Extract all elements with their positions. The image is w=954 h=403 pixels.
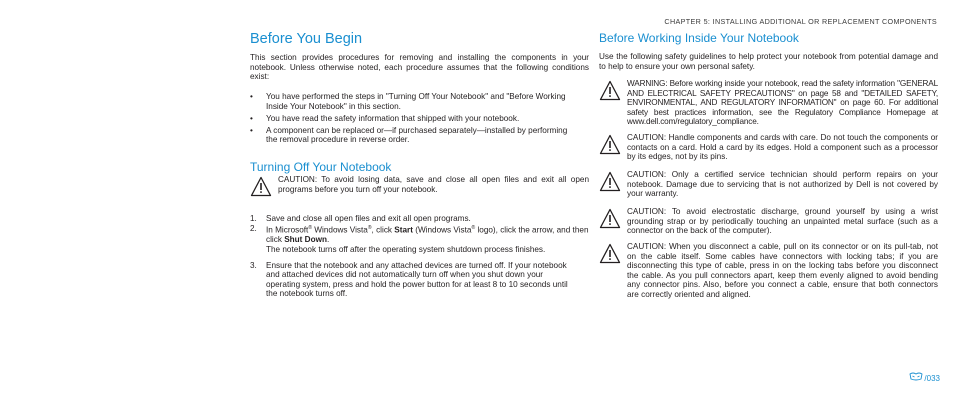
- list-item: • You have read the safety information that shipped with your notebook.: [250, 113, 520, 123]
- list-item: • You have performed the steps in "Turning Off Your Notebook" and "Before Working Inside Your Notebook" in this section.: [250, 92, 566, 111]
- warning-triangle-icon: [250, 176, 278, 198]
- section-heading-turning-off: Turning Off Your Notebook: [250, 160, 392, 174]
- step-item: 1. Save and close all open files and exit all open programs.: [250, 214, 471, 223]
- running-head: CHAPTER 5: INSTALLING ADDITIONAL OR REPLACEMENT COMPONENTS: [664, 17, 937, 26]
- caution-note: [250, 175, 589, 198]
- page-number: [909, 372, 940, 383]
- warning-triangle-icon: [599, 243, 627, 265]
- shut-down-label: Shut Down: [284, 235, 327, 245]
- warning-triangle-icon: [599, 80, 627, 102]
- safety-intro-paragraph: Use the following safety guidelines to help protect your notebook from potential damage and to help to ensure your own personal safety.: [599, 52, 938, 71]
- warning-triangle-icon: [599, 171, 627, 193]
- caution-text: CAUTION: To avoid electrostatic discharge, ground yourself by using a wrist grounding strap or by periodically touching an unpainted metal surface (such as a connector on the back of the computer).: [627, 207, 938, 236]
- shutdown-steps: [250, 214, 589, 299]
- warning-text: WARNING: Before working inside your notebook, read the safety information "GENERAL AND ELECTRICAL SAFETY PRECAUTIONS" on page 58 and "DETAILED SAFETY, ENVIRONMENTAL, AND REGULATORY INFORMATION" on page 60. For additional safety best practices information, see the Regulatory Compliance Homepage at www.dell.com/regulatory_compliance.: [627, 79, 938, 127]
- caution-note: [599, 133, 938, 162]
- intro-paragraph: This section provides procedures for removing and installing the components in your notebook. Unless otherwise noted, each procedure assumes that the following conditions exist:: [250, 53, 589, 82]
- warning-triangle-icon: [599, 208, 627, 230]
- warning-triangle-icon: [599, 134, 627, 156]
- caution-note: [599, 170, 938, 199]
- alienware-logo-icon: [909, 372, 923, 381]
- section-heading-before-working: Before Working Inside Your Notebook: [599, 31, 799, 45]
- step-item: 3. Ensure that the notebook and any attached devices are turned off. If your notebook and attached devices did not automatically turn off when you shut down your operating system, press and hold the power button for at least 8 to 10 seconds until the notebook turns off.: [250, 260, 568, 299]
- caution-text: CAUTION: To avoid losing data, save and close all open files and exit all open programs before you turn off your notebook.: [278, 175, 589, 194]
- caution-text: CAUTION: Handle components and cards with care. Do not touch the components or contacts on a card. Hold a card by its edges. Hold a component such as a processor by its edges, not by its pins.: [627, 133, 938, 162]
- caution-note: [599, 207, 938, 236]
- caution-text: CAUTION: Only a certified service technician should perform repairs on your notebook. Damage due to servicing that is not authorized by Dell is not covered by your warranty.: [627, 170, 938, 199]
- list-item: • A component can be replaced or—if purchased separately—installed by performing the removal procedure in reverse order.: [250, 125, 568, 145]
- caution-note: [599, 242, 938, 300]
- step-item: 2. In Microsoft® Windows Vista®, click Start (Windows Vista® logo), click the arrow, and then click Shut Down. The notebook turns off after the operating system shutdown process finishes.: [250, 224, 589, 255]
- conditions-list: [250, 92, 570, 147]
- warning-note: [599, 79, 938, 127]
- page-number-value: 033: [926, 374, 940, 383]
- page-title: Before You Begin: [250, 31, 363, 47]
- caution-text: CAUTION: When you disconnect a cable, pull on its connector or on its pull-tab, not on the cable itself. Some cables have connectors with locking tabs; if you are disconnecting this type of cable, press in on the locking tabs before you disconnect the cable. As you pull connectors apart, keep them evenly aligned to avoid bending any connector pins. Also, before you connect a cable, ensure that both connectors are correctly oriented and aligned.: [627, 242, 938, 299]
- page-separator: /: [924, 374, 927, 383]
- start-label: Start: [394, 225, 413, 235]
